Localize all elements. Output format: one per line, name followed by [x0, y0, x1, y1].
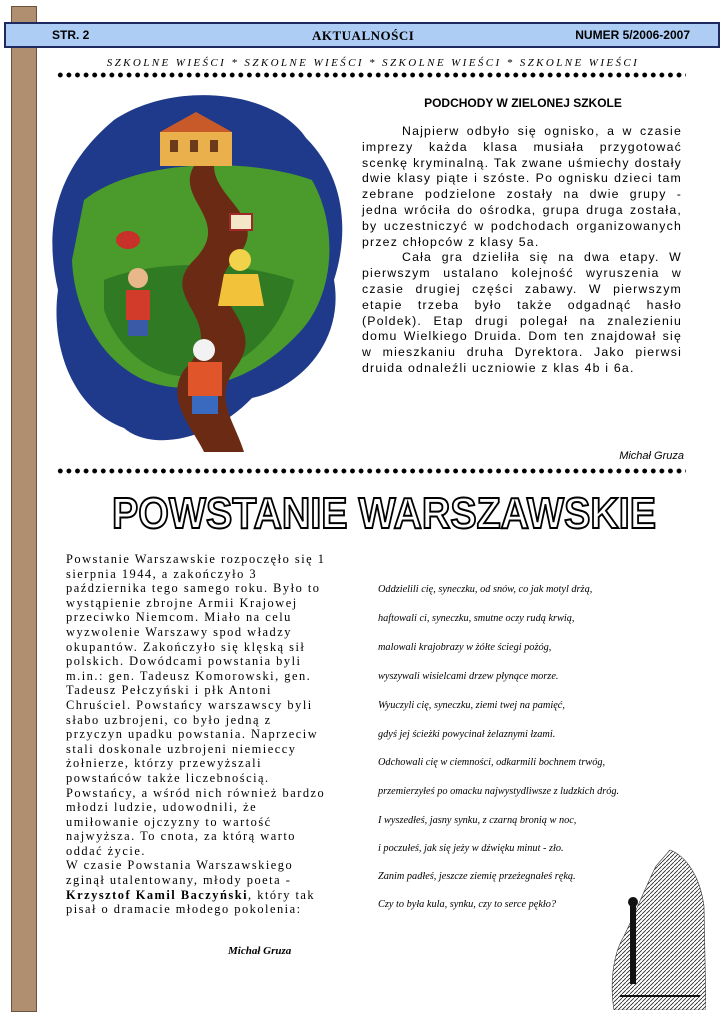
dotted-divider: [56, 467, 686, 475]
poem-line: malowali krajobrazy w żółte ściegi pożóg,: [378, 642, 552, 653]
article-headline: [108, 484, 660, 536]
article-text: Powstanie Warszawskie rozpoczęło się 1 sierpnia 1944, a zakończyło 3 października tego samego roku. Było to wystąpienie zbrojne Armii Krajowej przeciwko Niemcom. Miało na celu wyzwolenie Warszawy spod władzy okupantów. Zakończyło się klęską sił polskich. Dowódcami powstania byli m.in.: gen. Tadeusz Komorowski, gen. Tadeusz Pełczyński i płk Antoni Chruściel. Powstańcy warszawscy byli słabo uzbrojeni, co było jedną z przyczyn upadku powstania. Naprzeciw stali doskonale uzbrojeni niemieccy żołnierze, którzy przewyższali powstańców także liczebnością. Powstańcy, a wśród nich również bardzo młodzi ludzie, udowodnili, że umiłowanie ojczyzny to wartość najwyższa. To cnota, za którą warto oddać życie.: [66, 552, 326, 858]
newsletter-banner: SZKOLNE WIEŚCI * SZKOLNE WIEŚCI * SZKOLNE WIEŚCI * SZKOLNE WIEŚCI: [106, 57, 640, 69]
poem-line: Czy to była kula, synku, czy to serce pękło?: [378, 899, 557, 910]
article-text: , który tak pisał o dramacie młodego pokolenia:: [66, 887, 316, 917]
poem-line: Odchowali cię w ciemności, odkarmili bochnem trwóg,: [378, 757, 606, 768]
soldier-sketch: [610, 846, 706, 1010]
poet-name: Krzysztof Kamil Baczyński: [66, 887, 249, 902]
article-paragraph: Cała gra dzieliła się na dwa etapy. W pierwszym ustalano kolejność wyruszenia w czasie drugiej części zabawy. W pierwszym etapie trzeba było także odgadnąć hasło (Poldek). Etap drugi polegał na znalezieniu domu Wielkiego Druida. Dom ten znajdował się w mieszkaniu druha Dyrektora. Jako pierwsi druida odnaleźli uczniowie z klas 4b i 6a.: [362, 250, 682, 375]
section-title: AKTUALNOŚCI: [312, 28, 415, 43]
article-paragraph: Najpierw odbyło się ognisko, a w czasie imprezy każda klasa musiała przygotować scenkę kryminalną. Tak zwane uśmiechy dostały dwie klasy piąte i szóste. Po ognisku dzieci tam zebrane podzielone zostały na dwie grupy - jedna wróciła do ośrodka, grupa druga została, by uczestniczyć w podchodach organizowanych przez chłopców z klasy 5a.: [362, 124, 682, 249]
headline-text: POWSTANIE WARSZAWSKIE: [112, 489, 656, 536]
poem-line: i poczułeś, jak się jeży w dźwięku minut - zło.: [378, 843, 564, 854]
article-body: [362, 124, 682, 377]
poem-line: Wyuczyli cię, syneczku, ziemi twej na pamięć,: [378, 700, 565, 711]
poem-line: haftowali ci, syneczku, smutne oczy rudą krwią,: [378, 613, 575, 624]
children-illustration: [44, 80, 352, 452]
side-decorative-bar: [11, 6, 37, 1012]
poem-line: gdyś jej ścieżki powycinał żelaznymi łzami.: [378, 729, 556, 740]
poem-line: Zanim padłeś, jeszcze ziemię przeżegnałeś ręką.: [378, 871, 576, 882]
poem-line: wyszywali wisielcami drzew płynące morze.: [378, 671, 559, 682]
article-author: Michał Gruza: [619, 450, 684, 462]
issue-number: NUMER 5/2006-2007: [575, 28, 690, 42]
page-number: STR. 2: [52, 28, 90, 42]
article-author: Michał Gruza: [228, 945, 292, 957]
article-title: PODCHODY W ZIELONEJ SZKOLE: [424, 96, 622, 110]
poem-line: I wyszedłeś, jasny synku, z czarną bronią w noc,: [378, 815, 577, 826]
poem-line: przemierzyłeś po omacku najwystydliwsze z ludzkich dróg.: [378, 786, 620, 797]
article-body: [66, 552, 328, 917]
dotted-divider: [56, 71, 686, 79]
article-text: W czasie Powstania Warszawskiego zginął utalentowany, młody poeta -: [66, 858, 294, 888]
poem-line: Oddzielili cię, syneczku, od snów, co jak motyl drżą,: [378, 584, 593, 595]
page-header: [4, 22, 720, 48]
